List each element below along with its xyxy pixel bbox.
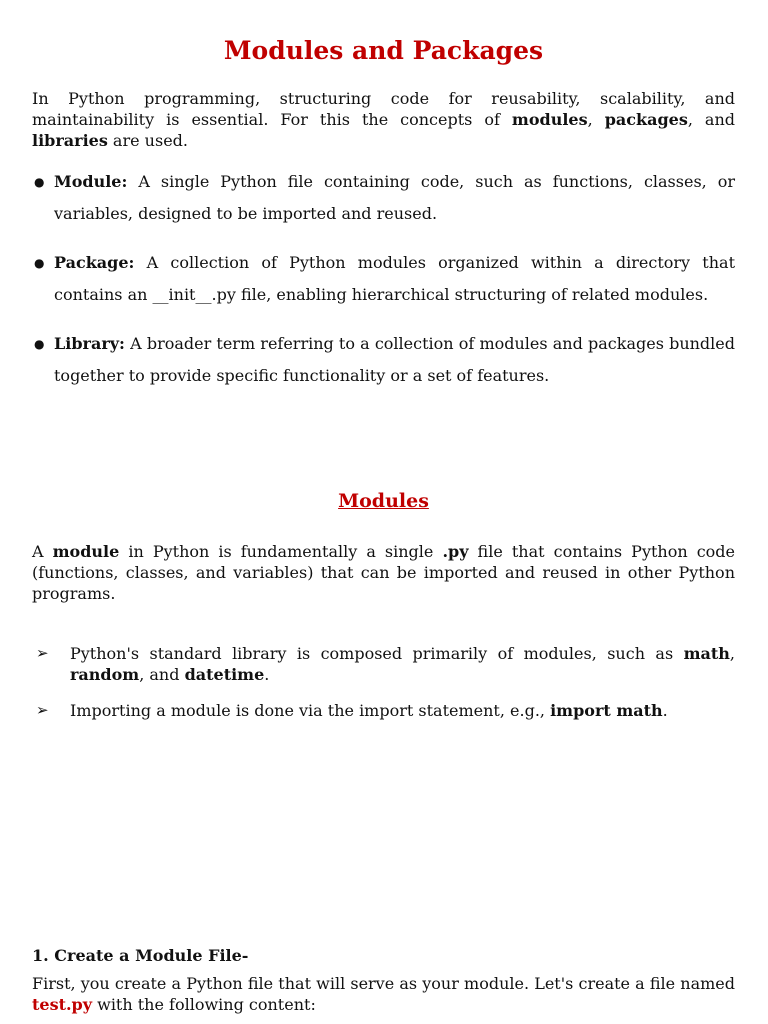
term-math: math [683, 644, 730, 663]
point-text: , [729, 644, 735, 663]
page-title: Modules and Packages [223, 36, 544, 65]
paragraph-text: A [32, 542, 53, 561]
definition-text: A single Python file containing code, such as functions, classes, or variables, designed to be imported and reused. [54, 172, 735, 223]
step-text: First, you create a Python file that will serve as your module. Let's create a file named [32, 974, 735, 993]
step-text: with the following content: [92, 995, 316, 1014]
step-paragraph [32, 973, 735, 1015]
bullet-dot-icon: ● [34, 256, 45, 270]
point-text: , and [139, 665, 185, 684]
intro-text: , and [687, 110, 735, 129]
point-text: . [264, 665, 270, 684]
section-heading-modules: Modules [338, 490, 429, 512]
definition-item-library [32, 328, 735, 392]
term-packages: packages [604, 110, 688, 129]
paragraph-text: file that contains Python code (functions, classes, and variables) that can be imported and reused in other Python programs. [32, 542, 736, 603]
filename-highlight: test.py [32, 995, 93, 1014]
arrow-bullet-icon: ➢ [36, 701, 49, 719]
definition-term: Package: [54, 253, 135, 272]
definition-term: Module: [54, 172, 128, 191]
term-random: random [70, 665, 140, 684]
modules-points-list [32, 643, 735, 721]
definition-item-package [32, 247, 735, 311]
term-libraries: libraries [32, 131, 108, 150]
modules-intro-paragraph [32, 541, 735, 604]
definition-term: Library: [54, 334, 125, 353]
term-py-extension: .py [442, 542, 469, 561]
arrow-bullet-icon: ➢ [36, 644, 49, 662]
bullet-dot-icon: ● [34, 175, 45, 189]
point-standard-library [32, 643, 735, 685]
term-datetime: datetime [184, 665, 265, 684]
point-text: Python's standard library is composed primarily of modules, such as [70, 644, 684, 663]
paragraph-text: in Python is fundamentally a single [119, 542, 443, 561]
step-heading: 1. Create a Module File- [32, 946, 249, 965]
bullet-dot-icon: ● [34, 337, 45, 351]
term-module: module [52, 542, 120, 561]
term-import-math: import math [550, 701, 663, 720]
definition-list [32, 166, 735, 392]
term-modules: modules [511, 110, 588, 129]
point-text: . [662, 701, 668, 720]
definition-text: A collection of Python modules organized within a directory that contains an __init__.py file, enabling hierarchical structuring of related modules. [54, 253, 735, 304]
intro-text: are used. [107, 131, 188, 150]
definition-text: A broader term referring to a collection of modules and packages bundled together to provide specific functionality or a set of features. [54, 334, 735, 385]
point-text: Importing a module is done via the import statement, e.g., [70, 701, 551, 720]
definition-item-module [32, 166, 735, 230]
point-import-statement [32, 700, 735, 721]
intro-text: , [587, 110, 605, 129]
intro-paragraph [32, 88, 735, 151]
intro-text: In Python programming, structuring code for reusability, scalability, and maintainability is essential. For this the concepts of [32, 89, 735, 129]
